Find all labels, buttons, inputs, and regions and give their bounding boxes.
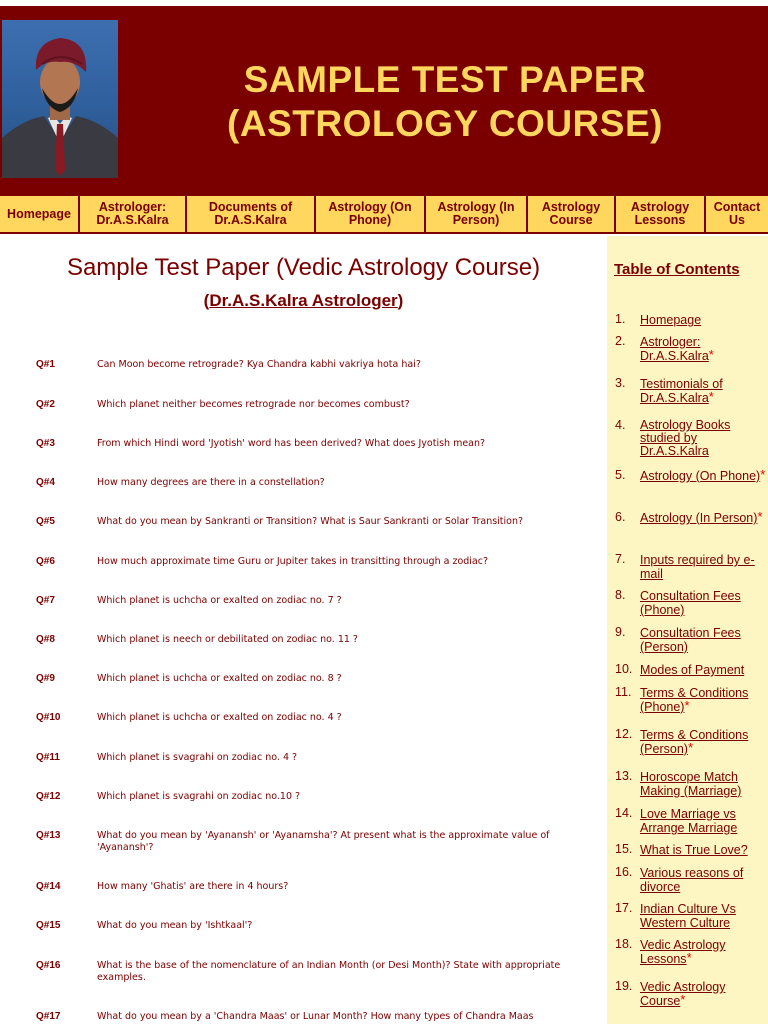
toc-link-fees-person[interactable]: [640, 626, 766, 654]
toc-item-number: 10.: [615, 662, 633, 676]
question-text: Which planet is svagrahi on zodiac no. 4 ?: [97, 752, 298, 763]
toc-item-number: 11.: [615, 685, 632, 699]
toc-link-label: Astrology (On Phone): [640, 469, 761, 483]
question-number: Q#7: [36, 595, 55, 606]
toc-link-divorce[interactable]: [640, 866, 766, 894]
toc-link-label: Inputs required by e-mail: [640, 553, 755, 581]
toc-link-true-love[interactable]: [640, 843, 766, 857]
question-number: Q#3: [36, 438, 55, 449]
toc-link-label: Love Marriage vs Arrange Marriage: [640, 807, 738, 835]
toc-link-label: Horoscope Match Making (Marriage): [640, 770, 742, 798]
top-navigation: [0, 194, 768, 234]
question-text: Which planet is uchcha or exalted on zodiac no. 7 ?: [97, 595, 342, 606]
question-number: Q#13: [36, 830, 61, 841]
question-text: What is the base of the nomenclature of an Indian Month (or Desi Month)? State with appropriate examples.: [97, 960, 561, 983]
toc-item-number: 3.: [615, 376, 626, 390]
toc-link-label: Astrology (In Person): [640, 511, 758, 525]
question-text: Which planet neither becomes retrograde nor becomes combust?: [97, 399, 410, 410]
nav-astrologer[interactable]: Astrologer: Dr.A.S.Kalra: [80, 196, 187, 232]
toc-link-love-marriage[interactable]: [640, 807, 766, 835]
toc-item-number: 14.: [615, 806, 633, 820]
question-number: Q#15: [36, 920, 61, 931]
toc-item-number: 19.: [615, 979, 633, 993]
toc-item-number: 17.: [615, 901, 633, 915]
toc-link-label: Homepage: [640, 313, 702, 327]
banner-title-line-2: (ASTROLOGY COURSE): [227, 103, 663, 144]
toc-item-number: 4.: [615, 418, 626, 432]
question-number: Q#16: [36, 960, 61, 971]
star-icon: *: [687, 740, 693, 755]
nav-documents[interactable]: Documents of Dr.A.S.Kalra: [187, 196, 316, 232]
toc-link-label: Astrologer: Dr.A.S.Kalra: [640, 335, 709, 363]
toc-link-label: Vedic Astrology Course: [640, 980, 726, 1008]
toc-link-books[interactable]: [640, 419, 766, 458]
toc-link-label: Modes of Payment: [640, 663, 745, 677]
question-number: Q#12: [36, 791, 61, 802]
page-title: Sample Test Paper (Vedic Astrology Course): [66, 254, 541, 281]
page-banner-title: [140, 58, 750, 146]
question-text: How much approximate time Guru or Jupiter takes in transitting through a zodiac?: [97, 556, 489, 567]
nav-astrology-person[interactable]: Astrology (In Person): [426, 196, 528, 232]
question-number: Q#10: [36, 712, 61, 723]
nav-astrology-phone[interactable]: Astrology (On Phone): [316, 196, 426, 232]
question-text: What do you mean by 'Ishtkaal'?: [97, 920, 253, 931]
nav-astrology-lessons[interactable]: Astrology Lessons: [616, 196, 706, 232]
star-icon: *: [760, 467, 766, 482]
toc-item-number: 16.: [615, 865, 633, 879]
toc-item-number: 12.: [615, 727, 633, 741]
question-text: Which planet is svagrahi on zodiac no.10 ?: [97, 791, 301, 802]
astrologer-link[interactable]: Dr.A.S.Kalra Astrologer: [209, 291, 398, 310]
question-text: Which planet is uchcha or exalted on zodiac no. 4 ?: [97, 712, 342, 723]
question-number: Q#6: [36, 556, 55, 567]
question-text: How many degrees are there in a constellation?: [97, 477, 325, 488]
question-text: How many 'Ghatis' are there in 4 hours?: [97, 881, 289, 892]
toc-link-label: Astrology Books studied by Dr.A.S.Kalra: [640, 418, 731, 458]
toc-link-vedic-course[interactable]: [640, 980, 766, 1008]
question-text: Which planet is neech or debilitated on zodiac no. 11 ?: [97, 634, 358, 645]
toc-link-label: Terms & Conditions (Person): [640, 728, 749, 756]
page-subtitle: [0, 291, 607, 311]
toc-link-terms-person[interactable]: [640, 728, 766, 756]
toc-link-astrology-person[interactable]: [640, 511, 766, 525]
banner-title-line-1: SAMPLE TEST PAPER: [243, 59, 647, 100]
toc-link-label: Consultation Fees (Person): [640, 626, 741, 654]
question-number: Q#2: [36, 399, 55, 410]
toc-item-number: 2.: [615, 334, 626, 348]
question-number: Q#5: [36, 516, 55, 527]
toc-link-culture[interactable]: [640, 902, 766, 930]
toc-link-testimonials[interactable]: [640, 377, 766, 405]
toc-link-match-making[interactable]: [640, 770, 766, 798]
question-text: Which planet is uchcha or exalted on zodiac no. 8 ?: [97, 673, 342, 684]
toc-link-inputs-email[interactable]: [640, 553, 766, 581]
toc-link-vedic-lessons[interactable]: [640, 938, 766, 966]
question-text: What do you mean by Sankranti or Transition? What is Saur Sankranti or Solar Transition?: [97, 516, 524, 527]
toc-link-astrologer[interactable]: [640, 335, 766, 363]
question-number: Q#9: [36, 673, 55, 684]
subtitle-close-paren: ): [397, 291, 404, 310]
question-text: Can Moon become retrograde? Kya Chandra kabhi vakriya hota hai?: [97, 359, 421, 370]
toc-item-number: 7.: [615, 552, 626, 566]
toc-item-number: 6.: [615, 510, 626, 524]
question-text: From which Hindi word 'Jyotish' word has been derived? What does Jyotish mean?: [97, 438, 486, 449]
nav-astrology-course[interactable]: Astrology Course: [528, 196, 616, 232]
toc-item-number: 18.: [615, 937, 633, 951]
star-icon: *: [686, 950, 692, 965]
toc-link-label: Testimonials of Dr.A.S.Kalra: [640, 377, 723, 405]
question-text: What do you mean by a 'Chandra Maas' or Lunar Month? How many types of Chandra Maas: [97, 1011, 534, 1022]
question-text: What do you mean by 'Ayanansh' or 'Ayanamsha'? At present what is the approximate value of 'Ayanansh'?: [97, 830, 550, 853]
toc-item-number: 13.: [615, 769, 633, 783]
question-number: Q#8: [36, 634, 55, 645]
table-of-contents-sidebar: [607, 236, 768, 1024]
header-banner: [0, 6, 768, 194]
star-icon: *: [708, 389, 714, 404]
toc-link-label: Terms & Conditions (Phone): [640, 686, 749, 714]
question-number: Q#4: [36, 477, 55, 488]
toc-link-label: What is True Love?: [640, 843, 748, 857]
toc-item-number: 5.: [615, 468, 626, 482]
subtitle-open-paren: (: [203, 291, 210, 310]
toc-item-number: 1.: [615, 312, 626, 326]
toc-link-label: Various reasons of divorce: [640, 866, 744, 894]
star-icon: *: [684, 698, 690, 713]
question-number: Q#17: [36, 1011, 61, 1022]
toc-link-fees-phone[interactable]: [640, 589, 766, 617]
toc-link-label: Vedic Astrology Lessons: [640, 938, 726, 966]
toc-link-homepage[interactable]: [640, 313, 766, 327]
star-icon: *: [708, 347, 714, 362]
nav-homepage[interactable]: Homepage: [0, 196, 80, 232]
toc-item-number: 15.: [615, 842, 633, 856]
nav-contact-us[interactable]: Contact Us: [713, 200, 761, 227]
toc-link-astrology-phone[interactable]: [640, 469, 766, 483]
star-icon: *: [680, 992, 686, 1007]
toc-link-terms-phone[interactable]: [640, 686, 766, 714]
toc-item-number: 8.: [615, 588, 626, 602]
toc-link-label: Consultation Fees (Phone): [640, 589, 741, 617]
star-icon: *: [757, 509, 763, 524]
toc-item-number: 9.: [615, 625, 626, 639]
astrologer-photo: [2, 20, 118, 178]
question-number: Q#14: [36, 881, 61, 892]
question-number: Q#1: [36, 359, 55, 370]
main-content: [0, 236, 607, 1024]
toc-link-label: Indian Culture Vs Western Culture: [640, 902, 736, 930]
toc-title[interactable]: Table of Contents: [614, 261, 740, 278]
toc-link-payment[interactable]: [640, 663, 766, 677]
question-number: Q#11: [36, 752, 60, 763]
